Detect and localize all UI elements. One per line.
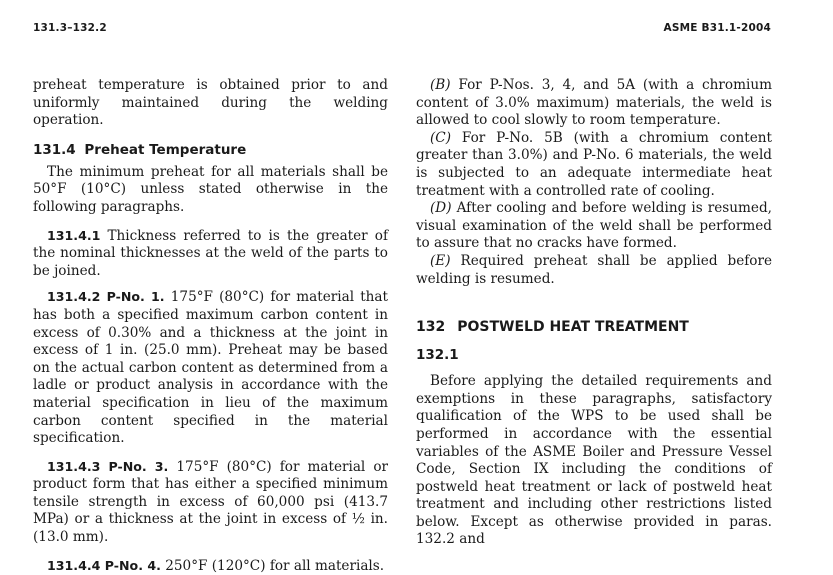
paragraph-132-1: Before applying the detailed requirements and exemptions in these paragraphs, satisfactory qualification of the WPS to be used shall be performed in accordance with the essential variables of the ASME Boiler and Pressure Vessel Code, Section IX including the conditions of postweld heat treatment or lack of postweld heat treatment and including other restrictions listed below. Except as otherwise provided in paras. 132.2 and bbox=[416, 373, 772, 548]
item-d bbox=[416, 200, 772, 253]
item-b bbox=[416, 77, 772, 130]
item-c bbox=[416, 130, 772, 200]
paragraph-continuation: preheat temperature is obtained prior to and uniformly maintained during the welding operation. bbox=[33, 77, 388, 129]
paragraph-text: 175°F (80°C) for material or product form that has either a specified minimum tensile strength in excess of 60,000 psi (413.7 MPa) or a thickness at the joint in excess of bbox=[33, 458, 388, 528]
running-header-standard: ASME B31.1-2004 bbox=[663, 22, 771, 34]
run-in-heading: 131.4.3 P-No. 3. bbox=[47, 458, 169, 474]
paragraph-131-4-4 bbox=[33, 557, 388, 575]
item-text: For P-Nos. 3, 4, and 5A (with a chromium content of 3.0% maximum) materials, the weld is allowed to cool slowly to room temperature. bbox=[416, 77, 772, 129]
section-heading-132 bbox=[416, 318, 772, 336]
fraction: ½ bbox=[351, 511, 365, 528]
item-label: (D) bbox=[430, 200, 452, 217]
section-number: 131.4 bbox=[33, 141, 76, 158]
section-title: Preheat Temperature bbox=[84, 141, 247, 158]
paragraph-131-4-1 bbox=[33, 227, 388, 281]
item-label: (C) bbox=[430, 129, 452, 146]
paragraph-131-4: The minimum preheat for all materials shall be 50°F (10°C) unless stated otherwise in the following paragraphs. bbox=[33, 163, 388, 215]
item-label: (E) bbox=[430, 252, 451, 269]
section-title: POSTWELD HEAT TREATMENT bbox=[457, 319, 689, 336]
running-header-section-range: 131.3–132.2 bbox=[33, 22, 107, 34]
section-number: 132 bbox=[416, 319, 446, 336]
item-text: Required preheat shall be applied before welding is resumed. bbox=[416, 252, 772, 287]
item-label: (B) bbox=[430, 77, 451, 93]
paragraph-text: 250°F (120°C) for all materials. bbox=[165, 557, 385, 574]
run-in-heading: 131.4.2 P-No. 1. bbox=[47, 289, 165, 305]
paragraph-131-4-3 bbox=[33, 458, 388, 547]
left-column bbox=[33, 77, 388, 575]
paragraph-text: in. (13.0 mm). bbox=[33, 511, 388, 546]
right-column bbox=[416, 77, 772, 549]
run-in-heading: 131.4.4 P-No. 4. bbox=[47, 557, 161, 573]
section-heading-131-4 bbox=[33, 141, 388, 159]
item-text: After cooling and before welding is resumed, visual examination of the weld shall be performed to assure that no cracks have formed. bbox=[416, 200, 772, 252]
section-heading-132-1: 132.1 bbox=[416, 347, 459, 364]
run-in-heading: 131.4.1 bbox=[47, 227, 101, 243]
item-text: For P-No. 5B (with a chromium content greater than 3.0%) and P-No. 6 materials, the weld is subjected to an adequate intermediate heat treatment with a controlled rate of cooling. bbox=[416, 129, 772, 199]
paragraph-text: Thickness referred to is the greater of the nominal thicknesses at the weld of the parts to be joined. bbox=[33, 227, 388, 279]
paragraph-131-4-2 bbox=[33, 288, 388, 447]
item-e bbox=[416, 253, 772, 288]
paragraph-text: 175°F (80°C) for material that has both a specified maximum carbon content in excess of 0.30% and a thickness at the joint in excess of 1 in. (25.0 mm). Preheat may be based on the actual carbon content as determined from a ladle or product analysis in accordance with the material specification in lieu of the maximum carbon content specified in the material specification. bbox=[33, 289, 388, 447]
